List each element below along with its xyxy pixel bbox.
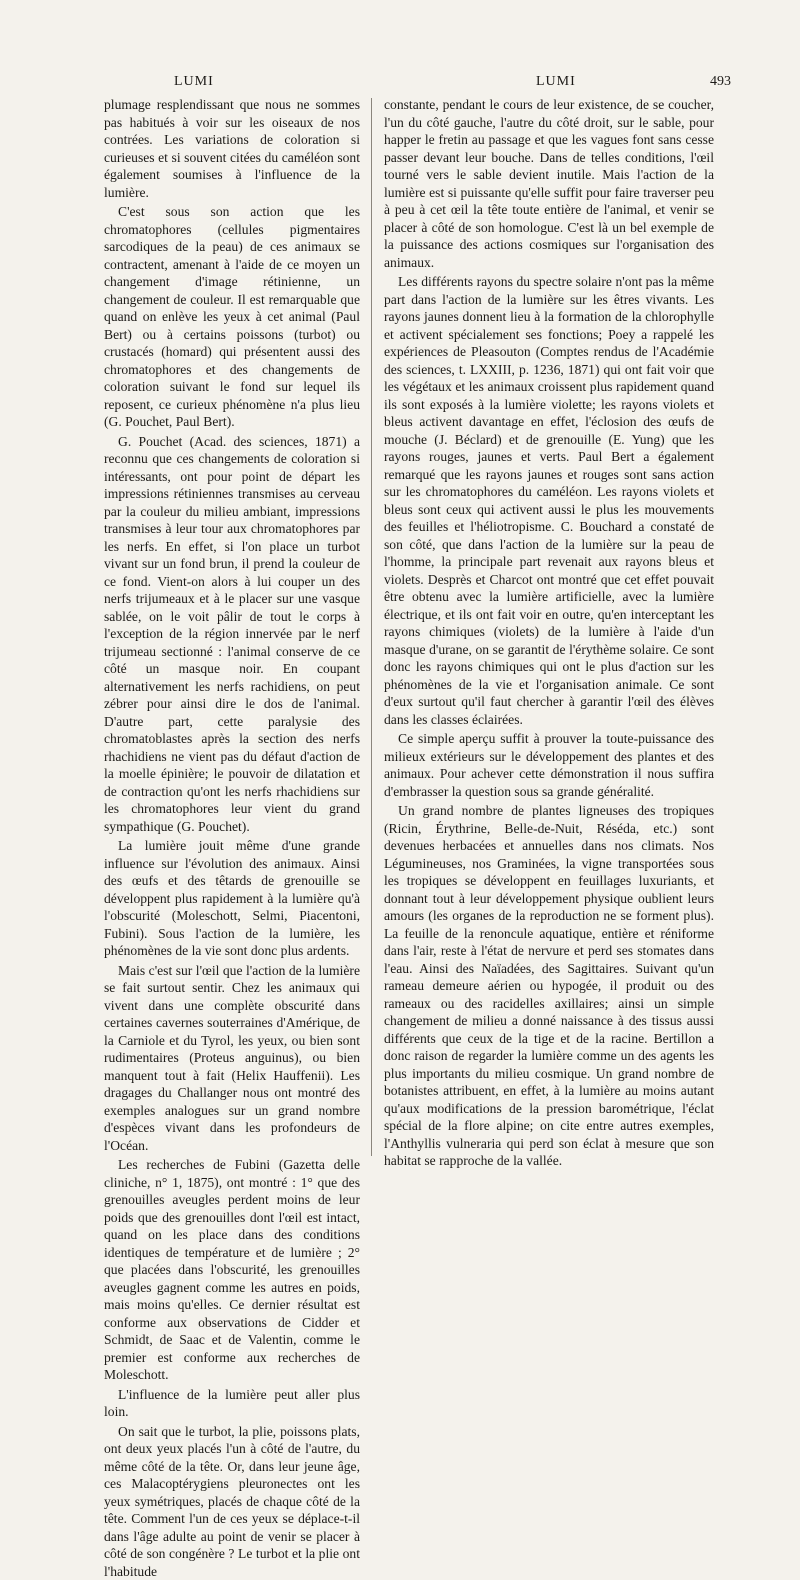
paragraph: Les recherches de Fubini (Gazetta delle cliniche, n° 1, 1875), ont montré : 1° que des grenouilles aveugles perdent moins de leur poids que des grenouilles dont l'œil est intact, quand on les place dans des conditions identiques de température et de lumière ; 2° que placées dans l'obscurité, les grenouilles aveugles gagnent comme les autres en poids, mais moins qu'elles. Ce dernier résultat est conforme aux observations de Cidder et Schmidt, de Saac et de Valentin, comme le premier est conforme aux recherches de Moleschott.: [104, 1156, 360, 1384]
paragraph: On sait que le turbot, la plie, poissons plats, ont deux yeux placés l'un à côté de l'autre, du même côté de la tête. Or, dans leur jeune âge, ces Malacoptérygiens pleuronectes ont les yeux symétriques, placés de chaque côté de la tête. Comment l'un de ces yeux se déplace-t-il dans l'âge adulte au point de venir se placer à côté de son congénère ? Le turbot et la plie ont l'habitude: [104, 1423, 360, 1580]
paragraph: Un grand nombre de plantes ligneuses des tropiques (Ricin, Érythrine, Belle-de-Nuit, Réséda, etc.) sont devenues herbacées et annuelles dans nos climats. Nos Légumineuses, nos Graminées, la vigne transportées sous les tropiques se développent en feuillages luxuriants, et donnant tout à leur développement physique oublient leurs amours (les organes de la reproduction ne se forment plus). La feuille de la renoncule aquatique, entière et réniforme dans l'air, reste à l'état de nervure et perd ses stomates dans l'eau. Ainsi des Naïadées, des Sagittaires. Suivant qu'un rameau demeure aérien ou hypogée, il produit ou des rameaux ou des racidelles axillaires; ainsi un simple changement de milieu a donné naissance à des tissus aussi différents que ceux de la tige et de la racine. Bertillon a donc raison de regarder la lumière comme un des agents les plus importants du milieu cosmique. Un grand nombre de botanistes attribuent, en effet, à la lumière au moins autant qu'aux modifications de la pression barométrique, l'éclat spécial de la flore alpine; on cite entre autres exemples, l'Anthyllis vulneraria qui perd son éclat à mesure que son habitat se rapproche de la vallée.: [384, 802, 714, 1170]
running-head-right: LUMI: [536, 74, 576, 90]
page-number: 493: [710, 74, 731, 90]
paragraph: Les différents rayons du spectre solaire n'ont pas la même part dans l'action de la lumière sur les êtres vivants. Les rayons jaunes donnent lieu à la formation de la chlorophylle et activent spécialement ses fonctions; Poey a rappelé les expériences de Pleasouton (Comptes rendus de l'Académie des sciences, t. LXXIII, p. 1236, 1871) qui ont fait voir que les végétaux et les animaux croissent plus rapidement quand ils sont exposés à la lumière violette; les rayons violets et bleus activent davantage en effet, l'éclosion des œufs de mouche (J. Béclard) et de grenouille (E. Yung) que les rayons rouges, jaunes et verts. Paul Bert a également remarqué que les rayons jaunes et rouges sont sans action sur les chromatophores du caméléon. Les rayons violets et bleus sont ceux qui activent aussi le plus les mouvements des feuilles et l'héliotropisme. C. Bouchard a constaté de son côté, que dans l'action de la lumière sur la peau de l'homme, la principale part revenait aux rayons bleus et violets. Desprès et Charcot ont montré que cet effet pouvait être obtenu avec la lumière artificielle, avec la lumière électrique, et ils ont fait voir en outre, qu'en interceptant les rayons chimiques (violets) de la lumière à l'aide d'un masque d'urane, on se garantit de l'érythème solaire. Ce sont donc les rayons chimiques qui ont le plus d'action sur les phénomènes de la vie et l'organisation animale. Ce sont d'eux surtout qu'il faut chercher à garantir l'œil des élèves dans les classes éclairées.: [384, 273, 714, 728]
paragraph: L'influence de la lumière peut aller plus loin.: [104, 1386, 360, 1421]
right-text-column: [384, 96, 714, 1170]
paragraph: G. Pouchet (Acad. des sciences, 1871) a reconnu que ces changements de coloration si intéressants, ont pour point de départ les impressions rétiniennes transmises au cerveau par la couleur du milieu ambiant, impressions transmises à leur tour aux chromatophores par les nerfs. En effet, si l'on place un turbot vivant sur un fond brun, il prend la couleur de ce fond. Vient-on alors à lui couper un des nerfs trijumeaux et à le placer sur une vasque sablée, on le voit pâlir de tout le corps à l'exception de la région innervée par le nerf trijumeau sectionné : l'animal conserve de ce côté un masque noir. En coupant alternativement les nerfs rachidiens, on peut zébrer pour ainsi dire le dos de l'animal. D'autre part, cette paralysie des chromatoblastes après la section des nerfs rhachidiens ne vient pas du défaut d'action de la moelle épinière; le pouvoir de dilatation et de contraction qu'ont les nerfs rhachidiens sur les chromatophores leur vient du grand sympathique (G. Pouchet).: [104, 433, 360, 836]
paragraph: C'est sous son action que les chromatophores (cellules pigmentaires sarcodiques de la peau) de ces animaux se contractent, amenant à l'aide de ce moyen un changement d'image rétinienne, un changement de couleur. Il est remarquable que quand on enlève les yeux à cet animal (Paul Bert) ou à certains poissons (turbot) ou crustacés (homard) qui présentent aussi des chromatophores et des changements de coloration suivant le fond sur lequel ils reposent, ce curieux phénomène n'a plus lieu (G. Pouchet, Paul Bert).: [104, 203, 360, 431]
paragraph: Ce simple aperçu suffit à prouver la toute-puissance des milieux extérieurs sur le développement des plantes et des animaux. Pour achever cette démonstration il nous suffira d'embrasser la question sous sa grande généralité.: [384, 730, 714, 800]
paragraph: La lumière jouit même d'une grande influence sur l'évolution des animaux. Ainsi des œufs et des têtards de grenouille se développent plus rapidement à la lumière qu'à l'obscurité (Moleschott, Selmi, Piacentoni, Fubini). Sous l'action de la lumière, les phénomènes de la vie sont donc plus ardents.: [104, 837, 360, 960]
left-text-column: [104, 96, 360, 1580]
running-head-left: LUMI: [174, 74, 214, 90]
paragraph: constante, pendant le cours de leur existence, de se coucher, l'un du côté gauche, l'autre du côté droit, sur le sable, pour happer le fretin au passage et que les vagues font sans cesse passer devant leur bouche. Dans de telles conditions, l'œil tourné vers le sable devient inutile. Mais l'action de la lumière est si puissante qu'elle suffit pour faire traverser peu à peu à cet œil la tête toute entière de l'animal, et venir se placer à côté de son homologue. C'est là un bel exemple de la puissance des actions cosmiques sur l'organisation des animaux.: [384, 96, 714, 271]
paragraph: Mais c'est sur l'œil que l'action de la lumière se fait surtout sentir. Chez les animaux qui vivent dans une complète obscurité dans certaines cavernes souterraines d'Amérique, de la Carniole et du Tyrol, les yeux, ou bien sont rudimentaires (Proteus anguinus), ou bien manquent tout à fait (Helix Hauffenii). Les dragages du Challanger nous ont montré des exemples analogues sur un grand nombre d'espèces vivant dans les profondeurs de l'Océan.: [104, 962, 360, 1155]
paragraph: plumage resplendissant que nous ne sommes pas habitués à voir sur les oiseaux de nos contrées. Les variations de coloration si curieuses et si souvent citées du caméléon sont également soumises à l'influence de la lumière.: [104, 96, 360, 201]
column-divider: [371, 98, 372, 1156]
